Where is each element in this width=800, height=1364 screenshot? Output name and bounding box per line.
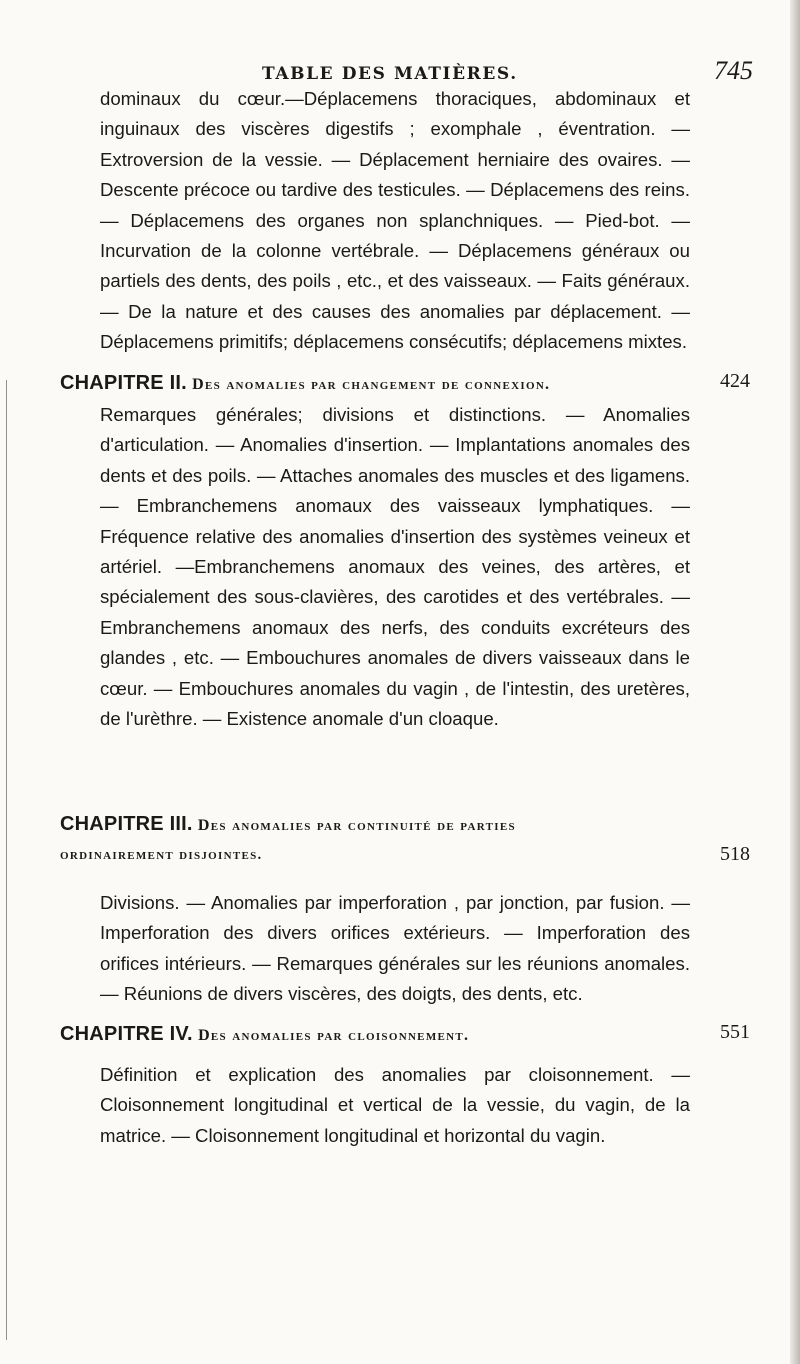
chapter-4-title: Des anomalies par cloisonnement. <box>198 1027 470 1044</box>
chapter-4-heading <box>60 1021 750 1046</box>
intro-paragraph: dominaux du cœur.—Déplacemens thoraciques, abdominaux et inguinaux des viscères digestifs ; exomphale , éventration. — Extroversion de la vessie. — Déplacement herniaire des ovaires. — Descente précoce ou tardive des testicules. — Déplacemens des reins. — Déplacemens des organes non splanchniques. — Pied-bot. — Incurvation de la colonne vertébrale. — Déplacemens généraux ou partiels des dents, des poils , etc., et des vaisseaux. — Faits généraux. — De la nature et des causes des anomalies par déplacement. — Déplacemens primitifs; déplacemens consécutifs; déplacemens mixtes. <box>100 88 690 353</box>
chapter-2-summary: Remarques générales; divisions et distinctions. — Anomalies d'articulation. — Anomalies d'insertion. — Implantations anomales des dents et des poils. — Attaches anomales des muscles et des ligamens. — Embranchemens anomaux des vaisseaux lymphatiques. — Fréquence relative des anomalies d'insertion des systèmes veineux et artériel. —Embranchemens anomaux des veines, des artères, et spécialement des sous-clavières, des carotides et des vertébrales. — Embranchemens anomaux des nerfs, des conduits excréteurs des glandes , etc. — Embouchures anomales de divers vaisseaux dans le cœur. — Embouchures anomales du vagin , de l'intestin, des uretères, de l'urèthre. — Existence anomale d'un cloaque. <box>100 404 690 730</box>
running-head-title: TABLE DES MATIÈRES. <box>262 64 518 84</box>
chapter-3-heading-line2 <box>60 843 750 865</box>
chapter-2-heading <box>60 370 750 395</box>
chapter-3-heading <box>60 811 750 836</box>
chapter-4-page: 551 <box>720 1021 750 1043</box>
page-number: 745 <box>714 56 753 85</box>
chapter-4-label: CHAPITRE IV. <box>60 1023 193 1045</box>
page-edge <box>790 0 800 1364</box>
chapter-3-summary: Divisions. — Anomalies par imperforation , par jonction, par fusion. — Imperforation des divers orifices extérieurs. — Imperforation des orifices intérieurs. — Remarques générales sur les réunions anomales. — Réunions de divers viscères, des doigts, des dents, etc. <box>100 892 690 1005</box>
chapter-2-title: Des anomalies par changement de connexion. <box>192 376 551 393</box>
chapter-3-label: CHAPITRE III. <box>60 813 193 835</box>
margin-line <box>6 380 7 1340</box>
chapter-2-page: 424 <box>720 370 750 392</box>
chapter-3-title-continued: ordinairement disjointes. <box>60 847 263 863</box>
chapter-3-title: Des anomalies par continuité de parties <box>197 817 516 834</box>
chapter-2-label: CHAPITRE II. <box>60 372 187 394</box>
chapter-4-summary: Définition et explication des anomalies par cloisonnement. — Cloisonnement longitudinal et vertical de la vessie, du vagin, de la matrice. — Cloisonnement longitudinal et horizontal du vagin. <box>100 1064 690 1146</box>
chapter-3-page: 518 <box>720 843 750 865</box>
